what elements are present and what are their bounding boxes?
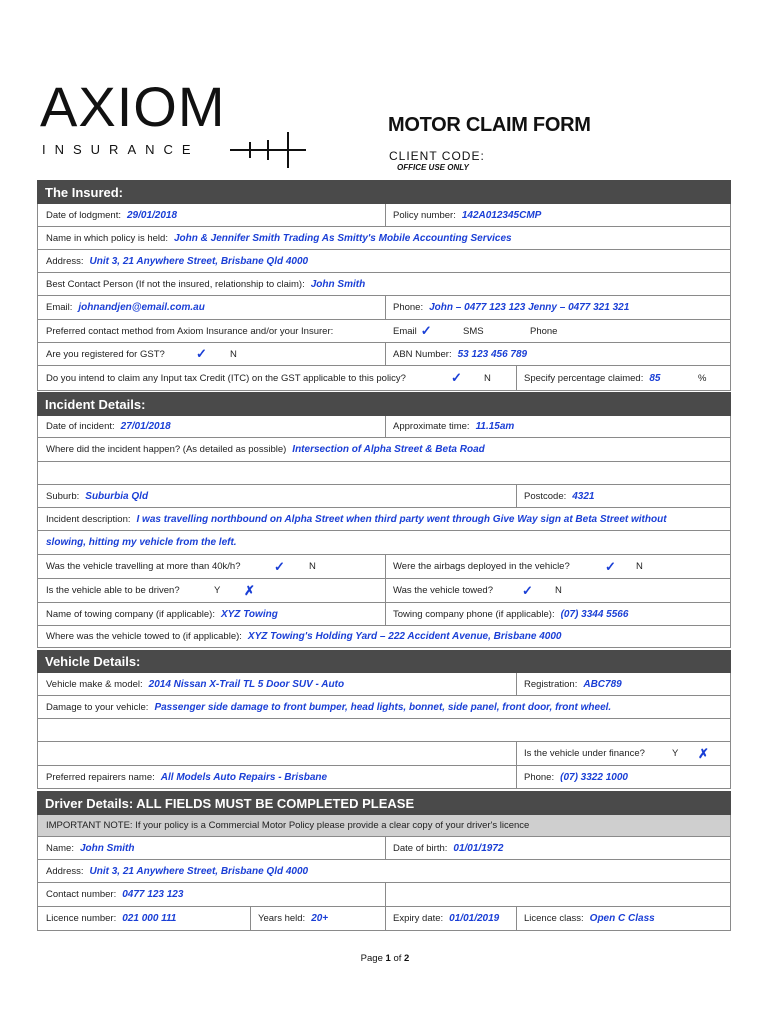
checkmark-icon[interactable]: ✓ xyxy=(451,370,462,385)
incident-where-row xyxy=(37,438,731,462)
dob-field[interactable]: 01/01/1972 xyxy=(453,842,504,854)
towing-phone-label: Towing company phone (if applicable): xyxy=(393,608,555,620)
repairer-phone-label: Phone: xyxy=(524,771,555,783)
driver-contact-label: Contact number: xyxy=(46,889,117,900)
repairer-field[interactable]: All Models Auto Repairs - Brisbane xyxy=(160,771,328,783)
policy-label: Policy number: xyxy=(393,209,456,221)
incident-date-label: Date of incident: xyxy=(46,421,115,432)
driver-note-row xyxy=(37,815,731,837)
crossed-check-icon[interactable]: ✗ xyxy=(698,745,709,761)
driver-address-row xyxy=(37,860,731,883)
pref-phone-option[interactable]: Phone xyxy=(530,325,558,337)
itc-row xyxy=(37,366,731,391)
client-code-label: CLIENT CODE: xyxy=(389,149,485,163)
dob-label: Date of birth: xyxy=(393,842,448,854)
towing-company-field[interactable]: XYZ Towing xyxy=(220,608,278,620)
incident-where-field[interactable]: Intersection of Alpha Street & Beta Road xyxy=(292,444,485,455)
page-current: 1 xyxy=(385,953,391,964)
driver-note: IMPORTANT NOTE: If your policy is a Commercial Motor Policy please provide a clear copy of your driver's licence xyxy=(46,820,530,831)
speed-airbag-row xyxy=(37,555,731,579)
towed-to-label: Where was the vehicle towed to (if applicable): xyxy=(46,631,242,642)
checkmark-icon[interactable]: ✓ xyxy=(274,558,285,574)
repairer-label: Preferred repairers name: xyxy=(46,771,155,783)
finance-yes-option[interactable]: Y xyxy=(672,748,679,759)
pref-sms-option[interactable]: SMS xyxy=(463,325,484,337)
driver-contact-field[interactable]: 0477 123 123 xyxy=(122,889,184,900)
towed-label: Was the vehicle towed? xyxy=(393,585,493,596)
incident-time-field[interactable]: 11.15am xyxy=(475,421,515,432)
incident-where-continued-row[interactable] xyxy=(37,462,731,485)
lodgment-field[interactable]: 29/01/2018 xyxy=(127,209,178,221)
pct-sign: % xyxy=(698,372,707,384)
page-number xyxy=(0,953,770,964)
logo-sub: INSURANCE xyxy=(42,142,200,157)
suburb-label: Suburb: xyxy=(46,490,80,502)
driver-name-field[interactable]: John Smith xyxy=(79,842,135,854)
suburb-field[interactable]: Suburbia Qld xyxy=(85,490,149,502)
itc-no-option[interactable]: N xyxy=(484,372,491,384)
towing-company-label: Name of towing company (if applicable): xyxy=(46,608,215,620)
driver-name-row xyxy=(37,837,731,860)
incident-time-label: Approximate time: xyxy=(393,421,470,432)
name-label: Name in which policy is held: xyxy=(46,232,168,244)
towed-to-field[interactable]: XYZ Towing's Holding Yard – 222 Accident Avenue, Brisbane 4000 xyxy=(247,631,562,642)
gst-label: Are you registered for GST? xyxy=(46,348,165,360)
vehicle-make-field[interactable]: 2014 Nissan X-Trail TL 5 Door SUV - Auto xyxy=(148,678,345,690)
section-insured-header xyxy=(37,180,731,204)
name-field[interactable]: John & Jennifer Smith Trading As Smitty's Mobile Accounting Services xyxy=(173,232,512,244)
registration-field[interactable]: ABC789 xyxy=(583,678,622,690)
policy-field[interactable]: 142A012345CMP xyxy=(461,209,542,221)
expiry-label: Expiry date: xyxy=(393,913,444,924)
address-row xyxy=(37,250,731,273)
incident-date-field[interactable]: 27/01/2018 xyxy=(120,421,171,432)
checkmark-icon[interactable]: ✓ xyxy=(522,582,533,598)
postcode-label: Postcode: xyxy=(524,490,567,502)
towed-no-option[interactable]: N xyxy=(555,585,562,596)
licence-class-field[interactable]: Open C Class xyxy=(589,913,655,924)
page-prefix: Page xyxy=(360,953,383,964)
page-of: of xyxy=(393,953,402,964)
driver-address-field[interactable]: Unit 3, 21 Anywhere Street, Brisbane Qld 4000 xyxy=(89,865,309,877)
vehicle-make-row xyxy=(37,673,731,696)
checkmark-icon[interactable]: ✓ xyxy=(605,558,616,574)
page-title: MOTOR CLAIM FORM xyxy=(388,114,591,136)
preferred-contact-label: Preferred contact method from Axiom Insurance and/or your Insurer: xyxy=(46,325,334,337)
lodgment-row xyxy=(37,204,731,227)
address-label: Address: xyxy=(46,255,84,267)
incident-description-row xyxy=(37,508,731,531)
years-held-field[interactable]: 20+ xyxy=(311,913,329,924)
vehicle-make-label: Vehicle make & model: xyxy=(46,678,143,690)
damage-field[interactable]: Passenger side damage to front bumper, head lights, bonnet, side panel, front door, front wheel. xyxy=(154,701,612,713)
address-field[interactable]: Unit 3, 21 Anywhere Street, Brisbane Qld 4000 xyxy=(89,255,309,267)
licence-row xyxy=(37,907,731,931)
postcode-field[interactable]: 4321 xyxy=(572,490,595,502)
registration-label: Registration: xyxy=(524,678,578,690)
speed-no-option[interactable]: N xyxy=(309,561,316,572)
phone-label: Phone: xyxy=(393,302,424,313)
section-title: The Insured: xyxy=(45,184,124,200)
towing-phone-field[interactable]: (07) 3344 5566 xyxy=(560,608,629,620)
pct-label: Specify percentage claimed: xyxy=(524,372,644,384)
airbag-label: Were the airbags deployed in the vehicle? xyxy=(393,561,570,572)
section-title: Vehicle Details: xyxy=(45,654,141,669)
phone-field[interactable]: John – 0477 123 123 Jenny – 0477 321 321 xyxy=(429,302,630,313)
towed-to-row xyxy=(37,626,731,648)
incident-description-field[interactable]: I was travelling northbound on Alpha Street when third party went through Give Way sign at Beta Street without xyxy=(136,513,667,525)
crossed-check-icon[interactable]: ✗ xyxy=(244,582,255,598)
damage-row xyxy=(37,696,731,719)
driver-name-label: Name: xyxy=(46,842,74,854)
damage-label: Damage to your vehicle: xyxy=(46,701,149,713)
repairer-row xyxy=(37,766,731,789)
office-use-label: OFFICE USE ONLY xyxy=(397,163,469,172)
gst-no-option[interactable]: N xyxy=(230,348,237,360)
abn-field[interactable]: 53 123 456 789 xyxy=(457,348,528,360)
incident-description-label: Incident description: xyxy=(46,513,131,525)
pct-field[interactable]: 85 xyxy=(649,372,661,384)
checkmark-icon[interactable]: ✓ xyxy=(196,346,207,361)
driven-label: Is the vehicle able to be driven? xyxy=(46,585,180,596)
preferred-contact-row xyxy=(37,320,731,343)
lodgment-label: Date of lodgment: xyxy=(46,209,121,221)
itc-label: Do you intend to claim any Input tax Credit (ITC) on the GST applicable to this policy? xyxy=(46,372,406,384)
finance-row xyxy=(37,742,731,766)
licence-number-label: Licence number: xyxy=(46,913,117,924)
pref-email-option[interactable]: Email xyxy=(393,325,417,337)
policy-holder-row xyxy=(37,227,731,250)
incident-date-row xyxy=(37,416,731,438)
incident-where-label: Where did the incident happen? (As detailed as possible) xyxy=(46,444,287,455)
expiry-field[interactable]: 01/01/2019 xyxy=(449,913,500,924)
page-total: 2 xyxy=(404,953,410,964)
email-field[interactable]: johnandjen@email.com.au xyxy=(78,302,205,313)
licence-number-field[interactable]: 021 000 111 xyxy=(122,913,177,924)
section-incident-header xyxy=(37,392,731,416)
licence-class-label: Licence class: xyxy=(524,913,584,924)
incident-description-continued-row xyxy=(37,531,731,555)
damage-continued-row[interactable] xyxy=(37,719,731,742)
checkmark-icon: ✓ xyxy=(420,323,432,338)
abn-label: ABN Number: xyxy=(393,348,452,360)
logo-brand: AXIOM xyxy=(40,75,226,138)
driver-address-label: Address: xyxy=(46,865,84,877)
repairer-phone-field[interactable]: (07) 3322 1000 xyxy=(560,771,628,783)
driver-contact-row xyxy=(37,883,731,907)
section-driver-header xyxy=(37,791,731,815)
logo-cross-icon xyxy=(228,128,308,168)
suburb-row xyxy=(37,485,731,508)
airbag-no-option[interactable]: N xyxy=(636,561,643,572)
contact-person-row xyxy=(37,273,731,296)
towing-company-row xyxy=(37,603,731,626)
contact-person-label: Best Contact Person (If not the insured, relationship to claim): xyxy=(46,278,305,290)
email-phone-row xyxy=(37,296,731,320)
section-title: Incident Details: xyxy=(45,396,146,412)
gst-row xyxy=(37,343,731,366)
driven-towed-row xyxy=(37,579,731,603)
section-vehicle-header xyxy=(37,650,731,673)
years-held-label: Years held: xyxy=(258,913,306,924)
driven-yes-option[interactable]: Y xyxy=(214,585,221,596)
axiom-logo xyxy=(40,70,310,170)
section-title: Driver Details: ALL FIELDS MUST BE COMPLETED PLEASE xyxy=(45,795,415,811)
speed-label: Was the vehicle travelling at more than 40k/h? xyxy=(46,561,241,572)
incident-description-continued-field[interactable]: slowing, hitting my vehicle from the left. xyxy=(46,537,237,548)
contact-person-field[interactable]: John Smith xyxy=(310,278,366,290)
email-label: Email: xyxy=(46,302,73,313)
finance-label: Is the vehicle under finance? xyxy=(524,748,645,759)
